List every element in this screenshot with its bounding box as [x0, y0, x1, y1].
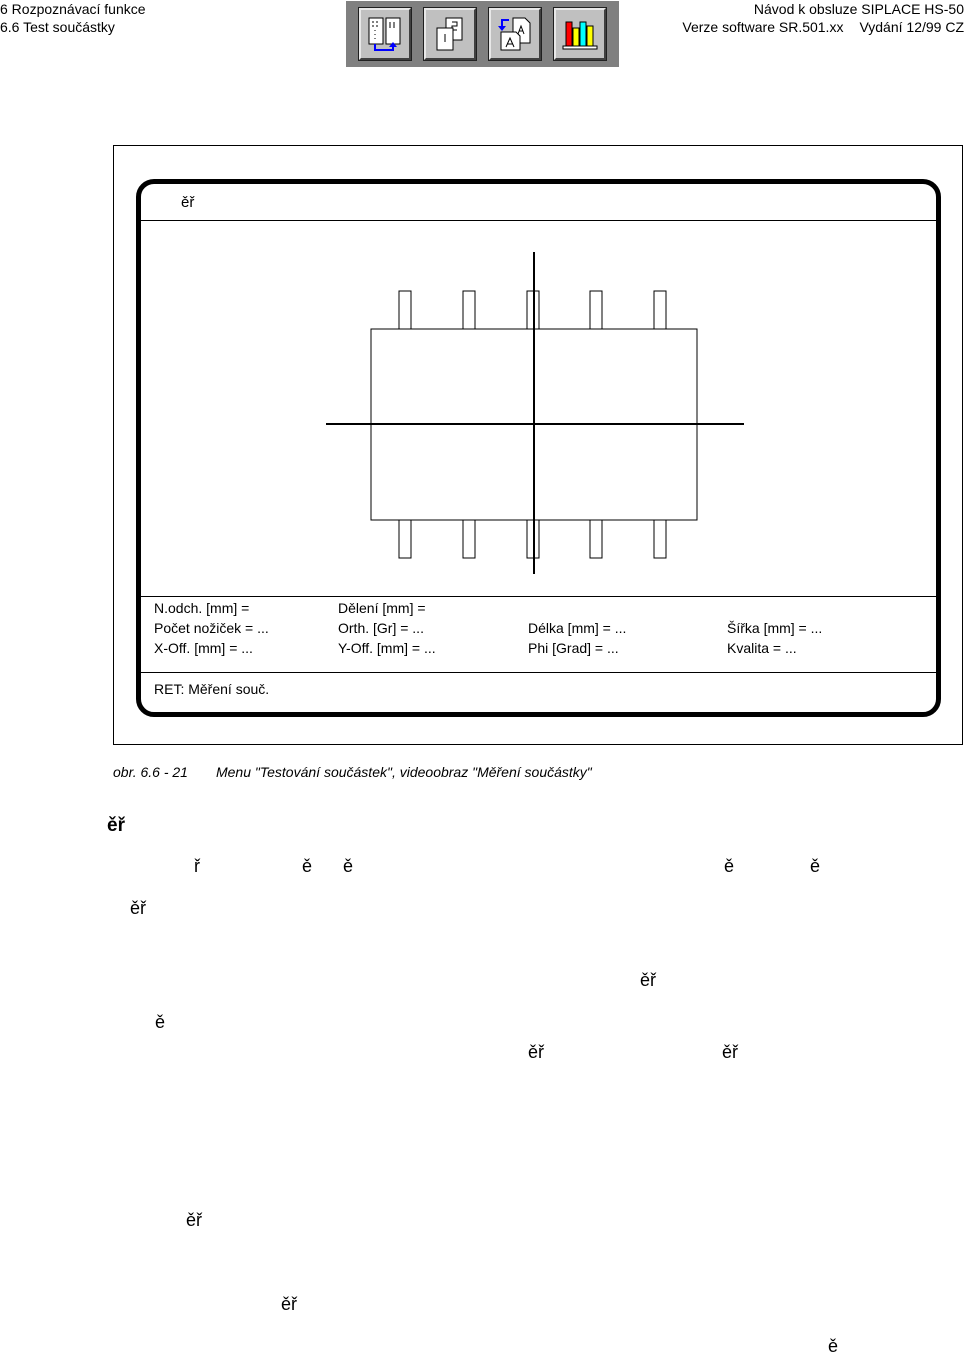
measure-y-off: Y-Off. [mm] = ... [338, 640, 436, 656]
body-text-fragment: ěř [130, 898, 147, 918]
measure-x-off: X-Off. [mm] = ... [154, 640, 253, 656]
toolbar-button-page-flow[interactable] [359, 8, 411, 60]
copy-pages-icon [430, 14, 470, 54]
measure-col-2 [338, 598, 436, 658]
version-line [682, 18, 964, 36]
measure-quality: Kvalita = ... [727, 640, 797, 656]
video-screen [136, 179, 941, 717]
caption-number: obr. 6.6 - 21 [113, 764, 188, 780]
measure-empty-1 [528, 598, 626, 618]
measurement-divider-bottom [141, 672, 936, 673]
books-library-icon [560, 14, 600, 54]
body-text-fragment: ěř [528, 1042, 545, 1062]
edition: Vydání 12/99 CZ [859, 19, 964, 35]
section-heading: ěř [107, 815, 125, 836]
measurement-divider-top [141, 596, 936, 597]
body-text-fragment: ě [343, 856, 354, 876]
manual-title: Návod k obsluze SIPLACE HS-50 [753, 1, 964, 17]
page-flow-icon [365, 14, 405, 54]
swap-pages-icon [495, 14, 535, 54]
body-text-fragment: ěř [722, 1042, 739, 1062]
navigation-toolbar [346, 1, 619, 67]
toolbar-button-swap-pages[interactable] [489, 8, 541, 60]
measure-pitch: Dělení [mm] = [338, 600, 426, 616]
toolbar-button-copy-pages[interactable] [424, 8, 476, 60]
measure-length: Délka [mm] = ... [528, 620, 627, 636]
measure-col-4 [727, 598, 822, 658]
measure-orth: Orth. [Gr] = ... [338, 620, 424, 636]
measure-width: Šířka [mm] = ... [727, 620, 823, 636]
page-header-left [0, 0, 146, 36]
body-text-fragment: ě [302, 856, 313, 876]
software-version: Verze software SR.501.xx [682, 19, 844, 35]
status-line: RET: Měření souč. [154, 681, 270, 697]
measure-col-1 [154, 598, 269, 658]
body-text-fragment: ě [810, 856, 821, 876]
body-text-fragment: ě [155, 1012, 166, 1032]
figure-frame [113, 145, 963, 745]
screen-title: ěř [181, 194, 195, 211]
body-text-fragment: ř [194, 856, 200, 876]
body-text-fragment: ě [724, 856, 735, 876]
section-title: 6.6 Test součástky [0, 19, 115, 35]
body-text-fragment: ěř [640, 970, 657, 990]
measure-pin-count: Počet nožiček = ... [154, 620, 269, 636]
body-text-fragment: ěř [281, 1294, 298, 1314]
measure-n-odch: N.odch. [mm] = [154, 600, 250, 616]
measure-phi: Phi [Grad] = ... [528, 640, 619, 656]
body-text-fragment: ě [828, 1336, 839, 1356]
page-header-right [682, 0, 964, 36]
chapter-title: 6 Rozpoznávací funkce [0, 1, 146, 17]
measure-empty-2 [727, 598, 822, 618]
figure-caption [113, 764, 592, 780]
body-text-fragment: ěř [186, 1210, 203, 1230]
measure-col-3 [528, 598, 626, 658]
caption-text: Menu "Testování součástek", videoobraz "Měření součástky" [215, 764, 592, 780]
toolbar-button-library[interactable] [554, 8, 606, 60]
